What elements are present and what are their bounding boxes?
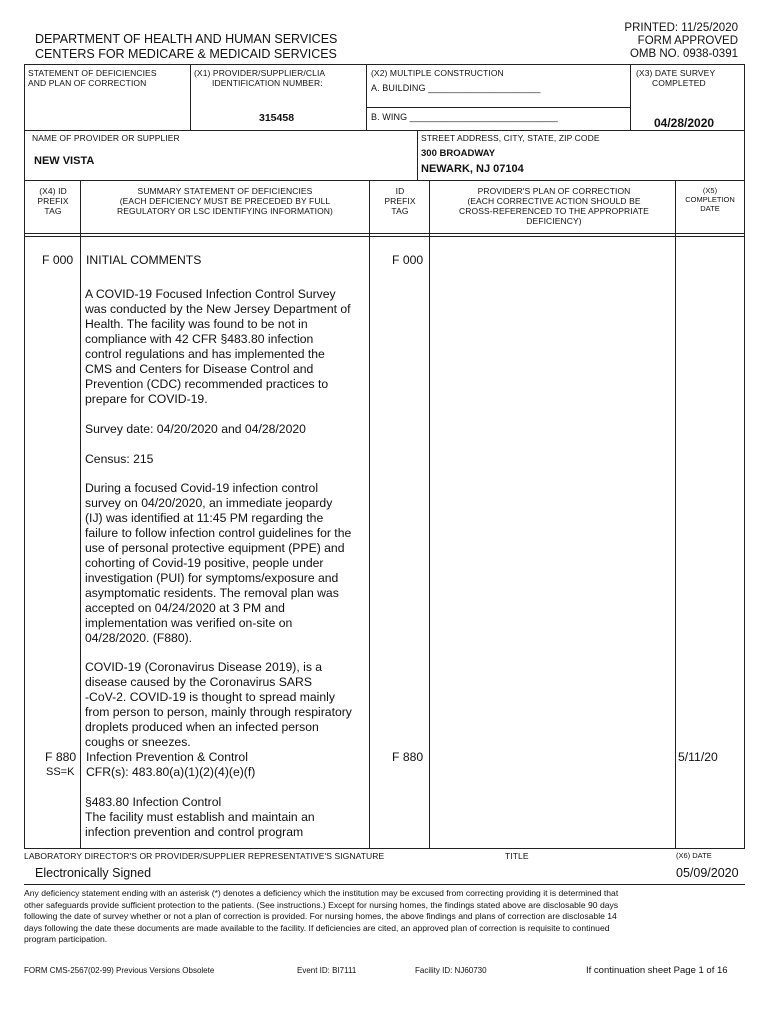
survey-completed-date: 04/28/2020 [654, 116, 715, 130]
plan-header-line: (EACH CORRECTIVE ACTION SHOULD BE [467, 196, 641, 206]
provider-name: NEW VISTA [34, 155, 95, 167]
f880-cfr: CFR(s): 483.80(a)(1)(2)(4)(e)(f) [86, 765, 256, 779]
omb-number: OMB NO. 0938-0391 [629, 48, 738, 60]
f880-title: Infection Prevention & Control [86, 750, 248, 764]
x4-header [26, 186, 80, 216]
prefix-tag-f000: F 000 [42, 253, 74, 267]
address-street: 300 BROADWAY [421, 148, 496, 159]
divider [417, 130, 418, 180]
form-number: FORM CMS-2567(02-99) Previous Versions Obsolete [24, 966, 215, 975]
id-header-line: ID [395, 186, 405, 196]
x3-label: COMPLETED [652, 78, 706, 88]
x1-label: IDENTIFICATION NUMBER: [212, 78, 323, 88]
survey-summary-paragraph: A COVID-19 Focused Infection Control Survey was conducted by the New Jersey Department of Health. The facility was found to be not in compliance with 42 CFR §483.80 infection control regulations and has implemented the CMS and Centers for Disease Control and Prevention (CDC) recommended practices to prepare for COVID-19. [85, 287, 351, 406]
divider [366, 107, 630, 108]
signature-value: Electronically Signed [35, 866, 152, 880]
x3-label: (X3) DATE SURVEY [636, 68, 716, 78]
divider [24, 180, 745, 181]
x5-header-line: DATE [700, 204, 720, 213]
statement-label: STATEMENT OF DEFICIENCIES [28, 68, 157, 78]
divider [24, 130, 745, 131]
summary-header-line: SUMMARY STATEMENT OF DEFICIENCIES [137, 186, 313, 196]
divider [80, 180, 81, 848]
event-id: Event ID: BI7111 [297, 966, 357, 975]
divider [366, 64, 367, 130]
page-indicator: If continuation sheet Page 1 of 16 [586, 965, 728, 976]
id-header-line: TAG [391, 206, 409, 216]
summary-header-line: REGULATORY OR LSC IDENTIFYING INFORMATION) [117, 206, 333, 216]
completion-date: 5/11/20 [678, 750, 718, 764]
left-border-top [24, 64, 25, 243]
right-border-top [744, 64, 745, 243]
x5-header-line: (X5) [702, 186, 718, 195]
x1-label: (X1) PROVIDER/SUPPLIER/CLIA [194, 68, 326, 78]
x5-header-line: COMPLETION [685, 195, 735, 204]
signature-label: LABORATORY DIRECTOR'S OR PROVIDER/SUPPLIER REPRESENTATIVE'S SIGNATURE [24, 851, 385, 861]
x5-header [676, 186, 744, 213]
title-label: TITLE [505, 851, 529, 861]
printed-date: PRINTED: 11/25/2020 [624, 22, 738, 34]
wing-field: B. WING _____________________________ [371, 112, 558, 122]
summary-header-line: (EACH DEFICIENCY MUST BE PRECEDED BY FULL [119, 196, 331, 206]
scope-severity: SS=K [46, 766, 75, 778]
provider-id-number: 315458 [259, 112, 295, 124]
section-body: The facility must establish and maintain an infection prevention and control program [85, 810, 315, 839]
date-label: (X6) DATE [676, 851, 712, 860]
address-city: NEWARK, NJ 07104 [421, 163, 524, 175]
divider [24, 848, 745, 849]
id-header [371, 186, 429, 216]
plan-header-line: CROSS-REFERENCED TO THE APPROPRIATE [459, 206, 649, 216]
divider [24, 884, 745, 885]
agency-title: CENTERS FOR MEDICARE & MEDICAID SERVICES [35, 47, 337, 61]
signature-date: 05/09/2020 [676, 866, 739, 880]
divider [744, 236, 745, 848]
disclaimer-text: Any deficiency statement ending with an asterisk (*) denotes a deficiency which the institution may be excused from correcting providing it is determined that other safeguards provide sufficient protection to the patients. (See instructions.) Except for nursing homes, the findings stated above are disclosable 90 days following the date of survey whether or not a plan of correction is provided. For nursing homes, the above findings and plans of correction are disclosable 14 days following the date these documents are made available to the facility. If deficiencies are cited, an approved plan of correction is requisite to continued program participation. [24, 888, 619, 944]
plan-header-line: PROVIDER'S PLAN OF CORRECTION [477, 186, 631, 196]
x4-header-line: TAG [44, 206, 62, 216]
department-title: DEPARTMENT OF HEALTH AND HUMAN SERVICES [35, 32, 338, 46]
divider [369, 180, 370, 848]
covid-description-paragraph: COVID-19 (Coronavirus Disease 2019), is a disease caused by the Coronavirus SARS -CoV-2. COVID-19 is thought to spread mainly from person to person, mainly through respiratory droplets produced when an infected person coughs or sneezes. [85, 660, 352, 749]
divider [675, 180, 676, 848]
survey-date-text: Survey date: 04/20/2020 and 04/28/2020 [85, 422, 306, 436]
provider-name-label: NAME OF PROVIDER OR SUPPLIER [32, 133, 180, 143]
address-label: STREET ADDRESS, CITY, STATE, ZIP CODE [421, 133, 600, 143]
divider [24, 233, 745, 234]
plan-header-line: DEFICIENCY) [526, 216, 582, 226]
divider [190, 64, 191, 130]
x4-header-line: PREFIX [37, 196, 69, 206]
statement-label: AND PLAN OF CORRECTION [28, 78, 147, 88]
x4-header-line: (X4) ID [39, 186, 67, 196]
immediate-jeopardy-paragraph: During a focused Covid-19 infection control survey on 04/20/2020, an immediate jeopardy (IJ) was identified at 11:45 PM regarding the failure to follow infection control guidelines for the use of personal protective equipment (PPE) and cohorting of Covid-19 positive, people under investigation (PUI) for symptoms/exposure and asymptomatic residents. The removal plan was accepted on 04/24/2020 at 3 PM and implementation was verified on-site on 04/28/2020. (F880). [85, 481, 352, 645]
building-field: A. BUILDING ______________________ [371, 83, 541, 93]
initial-comments-heading: INITIAL COMMENTS [86, 253, 202, 267]
form-approved: FORM APPROVED [637, 35, 738, 47]
census-text: Census: 215 [85, 452, 154, 466]
divider [429, 180, 430, 848]
divider [24, 236, 25, 848]
id-tag-f000: F 000 [392, 253, 424, 267]
id-tag-f880: F 880 [392, 750, 424, 764]
section-title: §483.80 Infection Control [85, 795, 222, 809]
id-header-line: PREFIX [384, 196, 416, 206]
top-border [24, 64, 745, 65]
divider [630, 64, 631, 130]
prefix-tag-f880: F 880 [45, 750, 77, 764]
facility-id: Facility ID: NJ60730 [415, 966, 487, 975]
x2-label: (X2) MULTIPLE CONSTRUCTION [371, 68, 504, 78]
summary-header [82, 186, 368, 216]
plan-header [432, 186, 676, 226]
divider [24, 236, 745, 237]
